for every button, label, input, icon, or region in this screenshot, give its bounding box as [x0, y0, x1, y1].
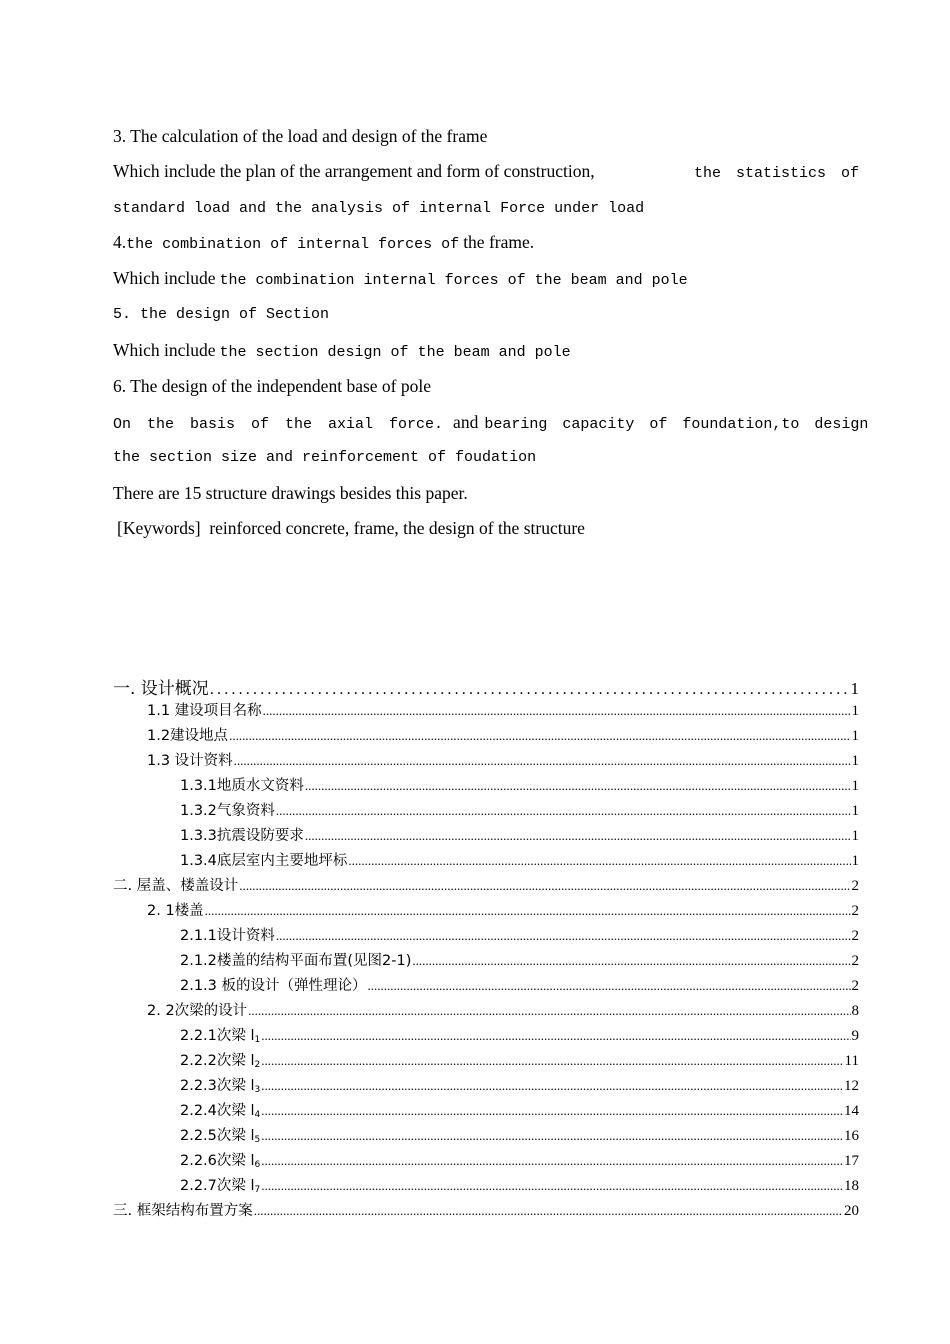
- toc-entry-title: 1.3.4底层室内主要地坪标: [180, 853, 348, 869]
- toc-entry[interactable]: [180, 974, 859, 994]
- item6-desc-a: On the basis of the axial force.: [113, 416, 444, 433]
- item6-desc-line1: [113, 412, 869, 433]
- toc-entry[interactable]: [113, 874, 859, 894]
- toc-entry[interactable]: [180, 799, 859, 819]
- toc-entry-title: 一. 设计概况: [113, 679, 209, 699]
- toc-leader-dots: [261, 1128, 843, 1144]
- toc-entry[interactable]: [180, 1049, 859, 1069]
- toc-leader-dots: [305, 828, 851, 844]
- toc-leader-dots: [234, 753, 851, 769]
- toc-entry[interactable]: [147, 899, 859, 919]
- toc-leader-dots: [348, 853, 850, 869]
- item5-desc-a: Which include: [113, 340, 216, 360]
- toc-entry[interactable]: [180, 949, 859, 969]
- item5-title: 5. the design of Section: [113, 306, 330, 323]
- toc-leader-dots: [239, 878, 850, 894]
- toc-entry[interactable]: [180, 1174, 859, 1194]
- toc-entry[interactable]: [113, 1199, 859, 1219]
- toc-leader-dots: [276, 803, 851, 819]
- item6-desc-c: bearing capacity of foundation,to design: [484, 416, 869, 433]
- toc-entry-page: 1: [851, 753, 859, 769]
- toc-entry-title: 1.1 建设项目名称: [147, 703, 262, 719]
- toc-entry-page: 9: [851, 1028, 859, 1044]
- item6-title: 6. The design of the independent base of pole: [113, 376, 431, 396]
- toc-entry-title: 2.1.3 板的设计（弹性理论）: [180, 978, 367, 994]
- toc-leader-dots: [261, 1078, 843, 1094]
- toc-entry-title: 2.1.2楼盖的结构平面布置(见图2-1): [180, 953, 412, 969]
- toc-entry[interactable]: [180, 924, 859, 944]
- toc-entry[interactable]: [113, 674, 859, 699]
- toc-entry-page: 1: [851, 828, 859, 844]
- toc-entry-title: 2.2.4次梁 $l_4$: [180, 1103, 261, 1120]
- toc-entry-title: 2. 1楼盖: [147, 903, 204, 919]
- toc-entry[interactable]: [180, 1024, 859, 1044]
- toc-entry-page: 20: [844, 1203, 859, 1219]
- toc-entry[interactable]: [180, 1149, 859, 1169]
- toc-entry-title: 2.2.2次梁 $l_2$: [180, 1053, 261, 1070]
- item5-desc: [113, 340, 571, 361]
- toc-entry-page: 1: [851, 703, 859, 719]
- toc-leader-dots: [248, 1003, 850, 1019]
- toc-entry-page: 1: [851, 853, 859, 869]
- toc-entry-page: 12: [844, 1078, 859, 1094]
- toc-leader-dots: [229, 728, 850, 744]
- toc-leader-dots: [263, 703, 851, 719]
- toc-entry-title: 2. 2次梁的设计: [147, 1003, 248, 1019]
- toc-entry-page: 1: [851, 778, 859, 794]
- item4-desc: [113, 268, 688, 289]
- toc-leader-dots: [261, 1028, 850, 1044]
- toc-entry[interactable]: [180, 824, 859, 844]
- toc-entry-page: 2: [851, 978, 859, 994]
- toc-entry-title: 2.2.6次梁 $l_6$: [180, 1153, 261, 1170]
- toc-entry-title: 2.2.7次梁 $l_7$: [180, 1178, 261, 1195]
- item5-desc-b: the section design of the beam and pole: [219, 344, 571, 361]
- toc-entry[interactable]: [180, 1074, 859, 1094]
- item4-title-a: 4.: [113, 232, 127, 252]
- item3-desc-a: Which include the plan of the arrangement and form of construction,: [113, 161, 595, 181]
- toc-entry-title: 1.3.1地质水文资料: [180, 778, 304, 794]
- item4-desc-b: the combination internal forces of the beam and pole: [219, 272, 688, 289]
- item4-title: [113, 232, 534, 253]
- toc-entry-page: 17: [844, 1153, 859, 1169]
- toc-entry-page: 2: [851, 953, 859, 969]
- toc-entry[interactable]: [147, 699, 859, 719]
- toc-entry-title: 1.3.3抗震设防要求: [180, 828, 304, 844]
- toc-entry-title: 1.3.2气象资料: [180, 803, 275, 819]
- toc-leader-dots: [261, 1103, 843, 1119]
- toc-entry-title: 1.3 设计资料: [147, 753, 233, 769]
- toc-leader-dots: [254, 1203, 843, 1219]
- toc-entry-title: 三. 框架结构布置方案: [113, 1203, 253, 1219]
- toc-entry[interactable]: [147, 724, 859, 744]
- toc-leader-dots: [305, 778, 851, 794]
- toc-leader-dots: [205, 903, 851, 919]
- drawings-note: There are 15 structure drawings besides this paper.: [113, 483, 468, 503]
- toc-entry-page: 1: [851, 803, 859, 819]
- toc-entry[interactable]: [180, 1124, 859, 1144]
- item4-title-c: the frame.: [463, 232, 535, 252]
- toc-entry-title: 1.2建设地点: [147, 728, 229, 744]
- toc-leader-dots: [261, 1053, 843, 1069]
- item6-desc-b: and: [453, 412, 479, 432]
- toc-entry[interactable]: [180, 849, 859, 869]
- item3-desc-b: the statistics of: [693, 165, 859, 182]
- toc-entry[interactable]: [180, 774, 859, 794]
- toc-entry-title: 2.2.5次梁 $l_5$: [180, 1128, 261, 1145]
- item3-desc-line1: [113, 161, 859, 182]
- item6-desc-d: the section size and reinforcement of foudation: [113, 449, 537, 466]
- toc-leader-dots: [412, 953, 850, 969]
- item4-desc-a: Which include: [113, 268, 216, 288]
- toc-leader-dots: [276, 928, 851, 944]
- toc-leader-dots: [210, 681, 850, 699]
- toc-entry[interactable]: [147, 749, 859, 769]
- item4-title-b: the combination of internal forces of: [126, 236, 460, 253]
- toc-leader-dots: [368, 978, 851, 994]
- toc-entry-page: 1: [850, 679, 859, 698]
- item3-title: 3. The calculation of the load and design of the frame: [113, 126, 488, 146]
- toc-entry-page: 14: [844, 1103, 859, 1119]
- item3-desc-c: standard load and the analysis of internal Force under load: [113, 200, 645, 217]
- toc-entry-page: 16: [844, 1128, 859, 1144]
- toc-entry-title: 2.2.1次梁 $l_1$: [180, 1028, 261, 1045]
- keywords: [Keywords] reinforced concrete, frame, the design of the structure: [117, 518, 585, 538]
- toc-leader-dots: [261, 1153, 843, 1169]
- toc-entry-page: 11: [844, 1053, 859, 1069]
- toc-entry-page: 2: [851, 903, 859, 919]
- toc-entry-page: 2: [851, 878, 859, 894]
- toc-leader-dots: [261, 1178, 843, 1194]
- toc-entry-title: 二. 屋盖、楼盖设计: [113, 878, 239, 894]
- toc-entry-title: 2.1.1设计资料: [180, 928, 275, 944]
- toc-entry[interactable]: [180, 1099, 859, 1119]
- toc-entry-title: 2.2.3次梁 $l_3$: [180, 1078, 261, 1095]
- toc-entry-page: 2: [851, 928, 859, 944]
- toc-entry-page: 18: [844, 1178, 859, 1194]
- toc-entry-page: 1: [851, 728, 859, 744]
- toc-entry[interactable]: [147, 999, 859, 1019]
- toc-entry-page: 8: [851, 1003, 859, 1019]
